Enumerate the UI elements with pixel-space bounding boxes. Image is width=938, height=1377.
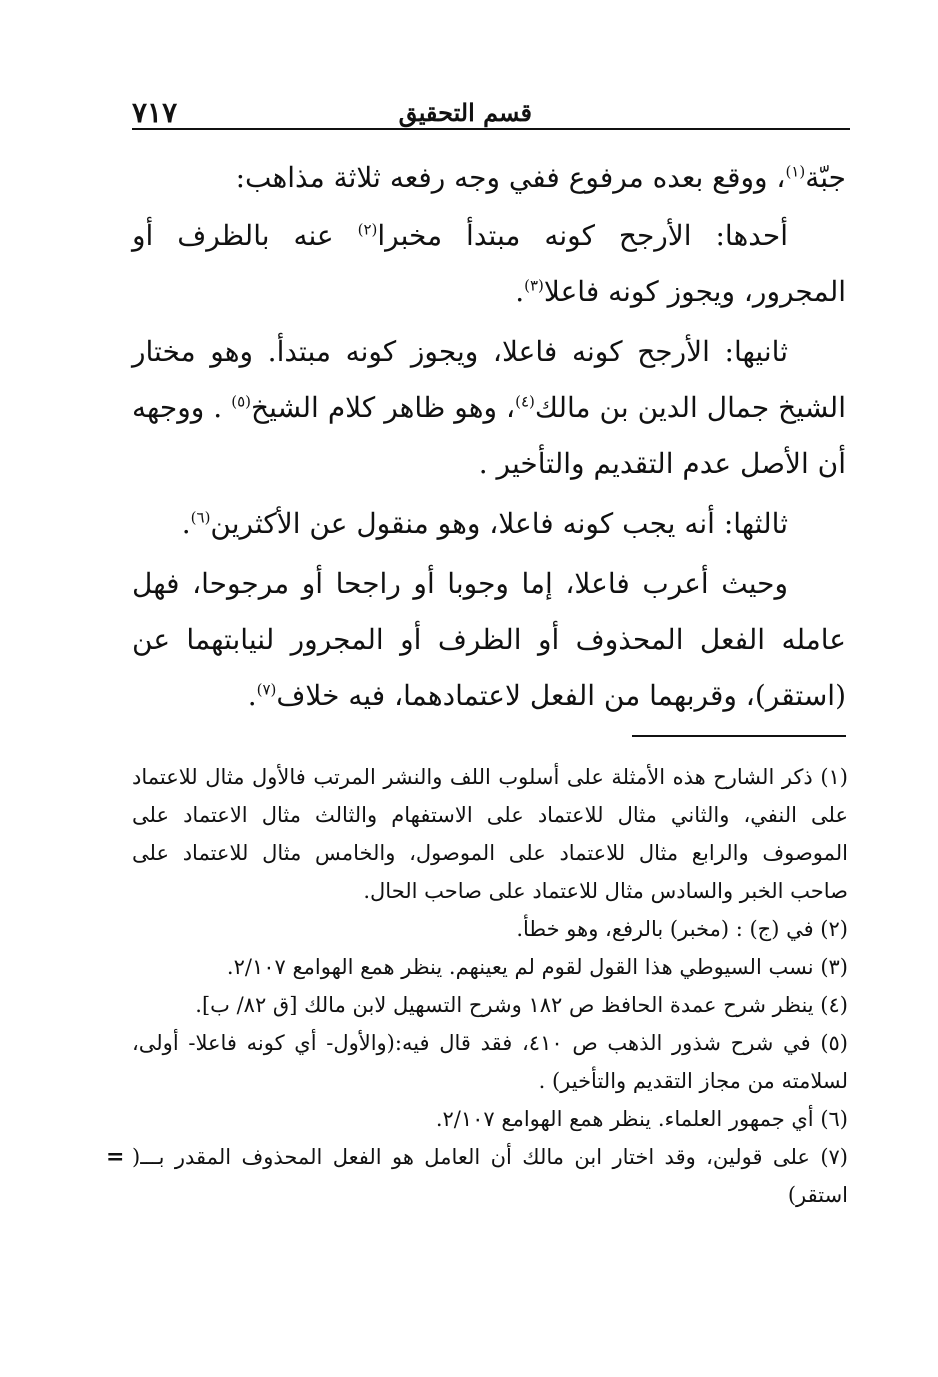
- page-number: ٧١٧: [132, 96, 178, 129]
- footnote-6: (٦) أي جمهور العلماء. ينظر همع الهوامع ٢/١٠٧.: [435, 1107, 848, 1131]
- footnote-ref-5[interactable]: (٥): [231, 392, 251, 411]
- footnote-7: (٧) على قولين، وقد اختار ابن مالك أن العامل هو الفعل المحذوف المقدر بـــ( استقر) =: [132, 1138, 848, 1214]
- footnote-ref-3[interactable]: (٣): [524, 276, 544, 295]
- paragraph-agent-discussion: وحيث أعرب فاعلا، إما وجوبا أو راجحا أو مرجوحا، فهل عامله الفعل المحذوف أو الظرف أو المجرور لنيابتهما عن (استقر)، وقربهما من الفعل لاعتمادهما، فيه خلاف$^{(٧)}$.: [132, 567, 846, 712]
- page-header: [132, 98, 850, 132]
- footnote-4: (٤) ينظر شرح عمدة الحافظ ص ١٨٢ وشرح التسهيل لابن مالك [ق ٨٢/ ب].: [195, 993, 848, 1017]
- footnotes-section: [106, 758, 848, 1214]
- footnote-ref-6[interactable]: (٦): [190, 508, 211, 527]
- paragraph-intro: جبّة$^{(١)}$، ووقع بعده مرفوع ففي وجه رفعه ثلاثة مذاهب:: [235, 161, 846, 194]
- section-title: قسم التحقيق: [398, 98, 532, 127]
- paragraph-first-view: أحدها: الأرجح كونه مبتدأ مخبرا$^{(٢)}$ عنه بالظرف أو المجرور، ويجوز كونه فاعلا$^{(٣)}$.: [132, 219, 846, 308]
- continuation-mark: =: [106, 1144, 125, 1170]
- footnote-3: (٣) نسب السيوطي هذا القول لقوم لم يعينهم. ينظر همع الهوامع ٢/١٠٧.: [226, 955, 848, 979]
- footnote-ref-1[interactable]: (١): [785, 162, 806, 181]
- paragraph-second-view: ثانيها: الأرجح كونه فاعلا، ويجوز كونه مبتدأ. وهو مختار الشيخ جمال الدين بن مالك$^{(٤)}$، وهو ظاهر كلام الشيخ$^{(٥)}$ . ووجهه أن الأصل عدم التقديم والتأخير .: [132, 335, 846, 480]
- footnote-2: (٢) في (ج) : (مخبر) بالرفع، وهو خطأ.: [516, 917, 848, 941]
- footnote-ref-7[interactable]: (٧): [256, 680, 277, 699]
- footnote-1: (١) ذكر الشارح هذه الأمثلة على أسلوب اللف والنشر المرتب فالأول مثال للاعتماد على النفي، والثاني مثال للاعتماد على الاستفهام والثالث مثال الاعتماد على الموصوف والرابع مثال للاعتماد على الموصول، والخامس مثال للاعتماد على صاحب الخبر والسادس مثال للاعتماد على صاحب الحال.: [132, 765, 848, 903]
- footnote-ref-4[interactable]: (٤): [515, 392, 535, 411]
- main-text: [132, 150, 846, 728]
- header-divider: [132, 128, 850, 130]
- footnote-5: (٥) في شرح شذور الذهب ص ٤١٠، فقد قال فيه:(والأول- أي كونه فاعلا- أولى، لسلامته من مجاز التقديم والتأخير) .: [132, 1031, 848, 1093]
- footnote-ref-2[interactable]: (٢): [357, 220, 378, 239]
- paragraph-third-view: ثالثها: أنه يجب كونه فاعلا، وهو منقول عن الأكثرين$^{(٦)}$.: [181, 507, 788, 540]
- footnote-divider: [632, 735, 846, 737]
